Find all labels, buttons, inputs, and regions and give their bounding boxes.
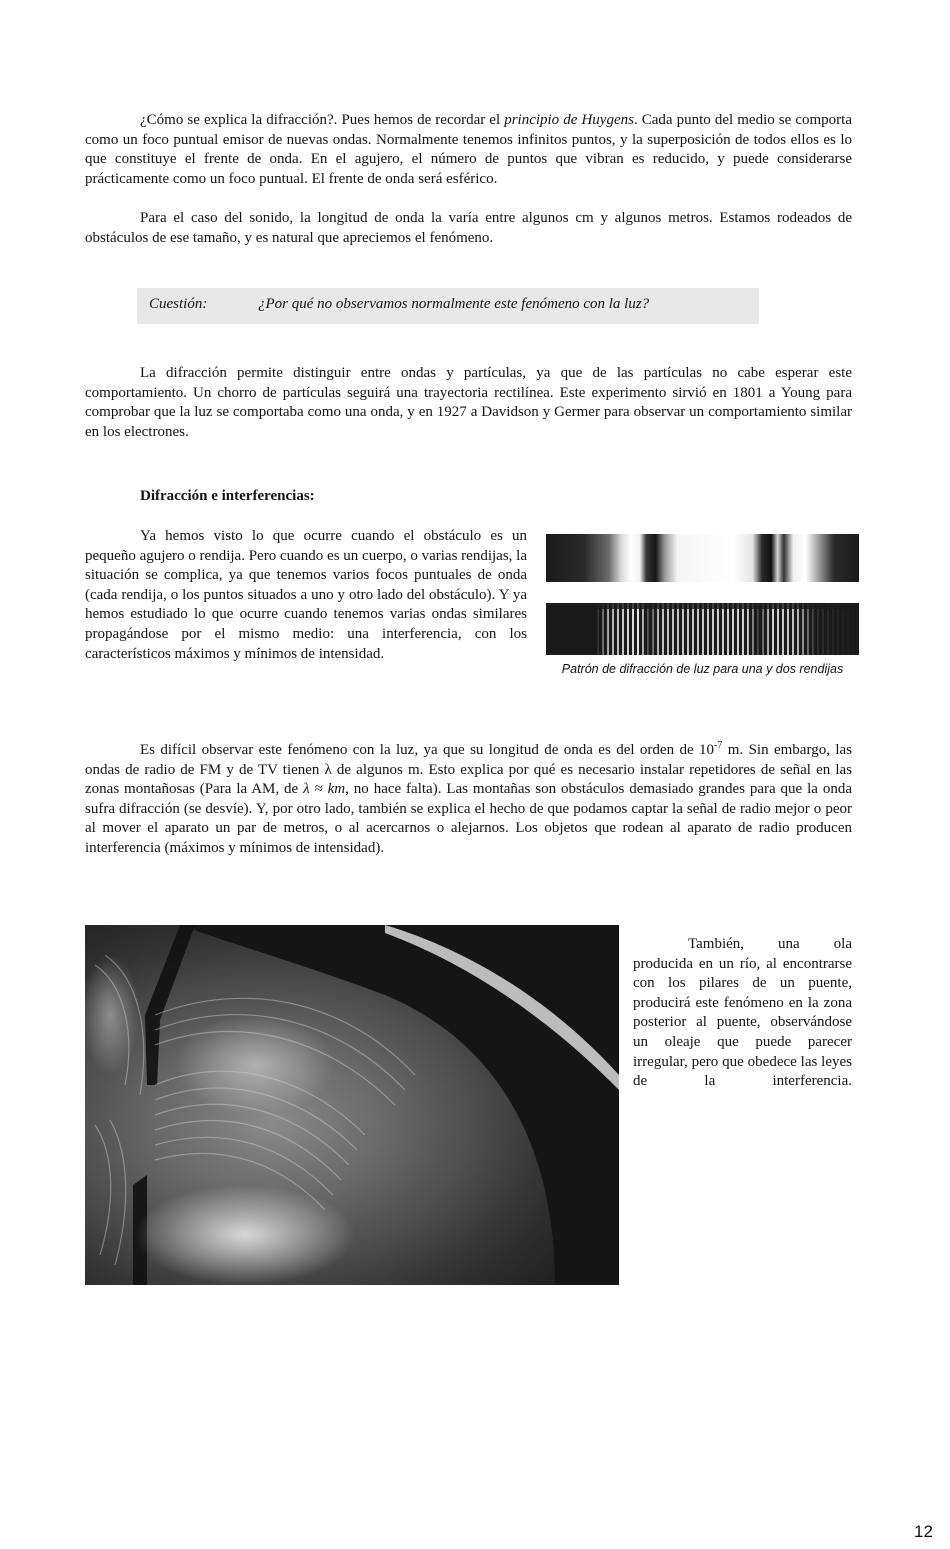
single-slit-pattern-image	[546, 534, 859, 582]
double-slit-pattern-image	[546, 603, 859, 655]
question-box	[137, 288, 759, 324]
paragraph-text: , no hace falta). Las montañas son obstáculos demasiado grandes para que la onda sufra difracción (se desvíe). Y, por otro lado, también se explica el hecho de que podamos captar la señal de radio mejor o peor al mover el aparato un par de metros, o al acercarnos o alejarnos. Los objetos que rodean al aparato de radio producen interferencia (máximos y mínimos de intensidad).	[85, 781, 853, 856]
paragraph-radio	[85, 741, 852, 859]
paragraph-text: Es difícil observar este fenómeno con la luz, ya que su longitud de onda es del orden de 10	[140, 742, 715, 758]
huygens-term: principio de Huygens	[504, 112, 634, 128]
question-label: Cuestión:	[149, 296, 208, 312]
river-waves-photo	[85, 925, 619, 1285]
paragraph-river: También, una ola producida en un río, al encontrarse con los pilares de un puente, producirá este fenómeno en la zona posterior al puente, observándose un oleaje que puede parecer irregular, pero que obedece las leyes de la interferencia.	[633, 936, 852, 1090]
paragraph-interference: Ya hemos visto lo que ocurre cuando el obstáculo es un pequeño agujero o rendija. Pero cuando es un cuerpo, o varias rendijas, la situación se complica, ya que tenemos varios focos puntuales de onda (cada rendija, o los puntos situados a uno y otro lado del obstáculo). Y ya hemos estudiado lo que ocurre cuando tenemos varias ondas similares propagándose por el mismo medio: una interferencia, con los característicos máximos y mínimos de intensidad.	[85, 528, 527, 662]
section-heading: Difracción e interferencias:	[140, 488, 315, 504]
page-number: 12	[914, 1522, 933, 1541]
math-expression: λ ≈ km	[303, 781, 346, 798]
paragraph-sound: Para el caso del sonido, la longitud de onda la varía entre algunos cm y algunos metros. Estamos rodeados de obstáculos de ese tamaño, y es natural que apreciemos el fenómeno.	[85, 210, 852, 246]
figure-caption: Patrón de difracción de luz para una y dos rendijas	[561, 662, 844, 676]
exponent: -7	[714, 740, 723, 751]
paragraph-waves-particles: La difracción permite distinguir entre ondas y partículas, ya que de las partículas no cabe esperar este comportamiento. Un chorro de partículas seguirá una trayectoria rectilínea. Este experimento sirvió en 1801 a Young para comprobar que la luz se comportaba como una onda, y en 1927 a Davidson y Germer para observar un comportamiento similar en los electrones.	[85, 365, 852, 440]
paragraph-text: . Cada punto del medio se comporta como un foco puntual emisor de nuevas ondas. Normalmente tenemos infinitos puntos, y la superposición de todos ellos es lo que constituye el frente de onda. En el agujero, el número de puntos que vibran es reducido, y puede considerarse prácticamente como un foco puntual. El frente de onda será esférico.	[85, 112, 852, 187]
paragraph-text: ¿Cómo se explica la difracción?. Pues hemos de recordar el	[140, 112, 505, 128]
paragraph-text: m. Sin embargo, las ondas de radio de FM y de TV tienen λ de algunos m. Esto explica por qué es necesario instalar repetidores de señal en las zonas montañosas (Para la AM, de	[85, 742, 852, 798]
paragraph-huygens	[85, 111, 852, 189]
question-text: ¿Por qué no observamos normalmente este fenómeno con la luz?	[258, 296, 650, 312]
